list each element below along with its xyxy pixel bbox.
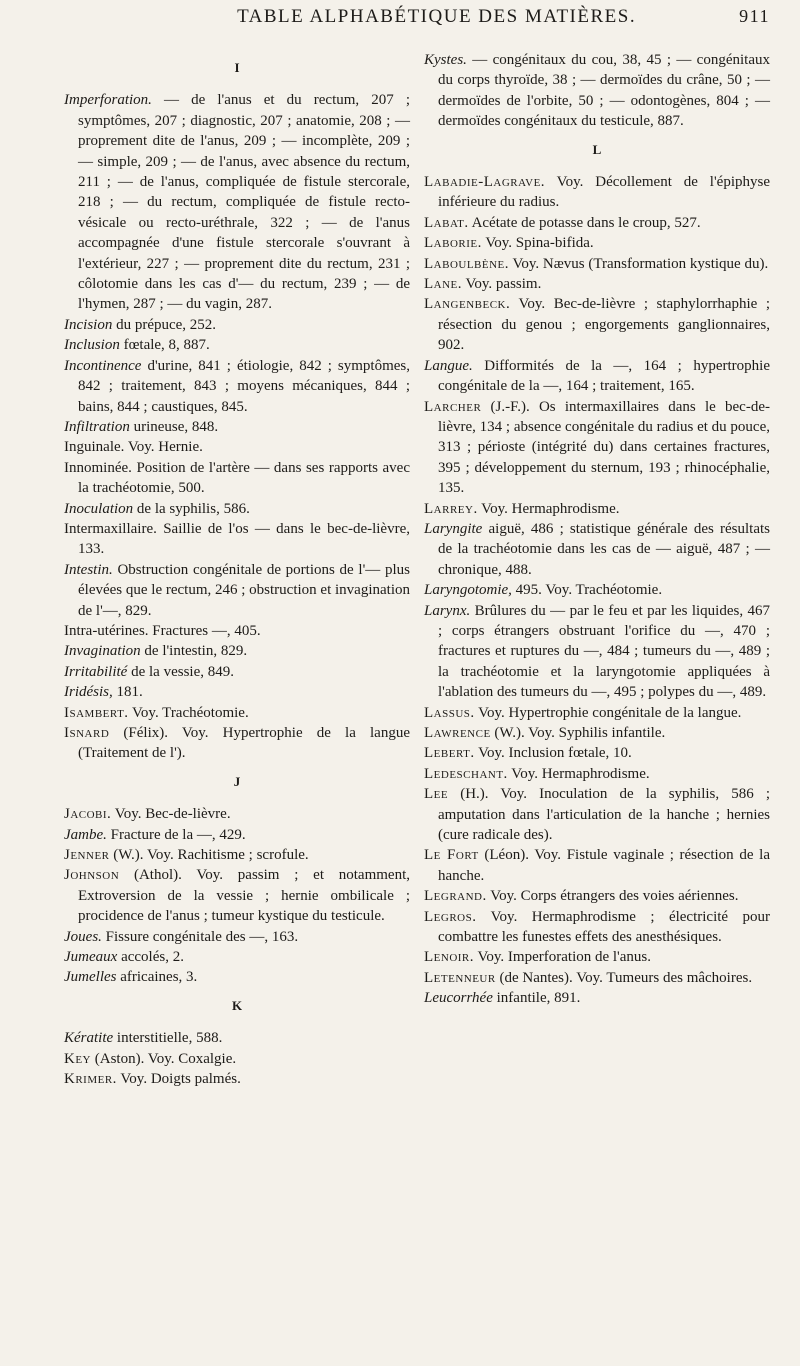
entry-references: (Léon). Voy. Fistule vaginale ; résection de la hanche.	[438, 847, 770, 884]
entry-references: (J.-F.). Os intermaxillaires dans le bec-de-lièvre, 134 ; absence congénitale du radius et du pouce, 313 ; périoste (intégrité du) dans certaines fractures, 395 ; développement du sternum, 193 ; rhinocéphalie, 135.	[438, 398, 770, 497]
entry-references: Difformités de la —, 164 ; hypertrophie congénitale de la —, 164 ; traitement, 165.	[438, 357, 770, 395]
entry-references: Voy. Imperforation de l'anus.	[474, 949, 652, 966]
index-entry	[424, 988, 770, 1008]
index-entry	[424, 519, 770, 580]
index-entry	[424, 703, 770, 723]
entry-headword: Intestin.	[64, 561, 113, 578]
entry-headword: Jumeaux	[64, 949, 118, 966]
entry-headword: Jenner	[64, 847, 110, 864]
entry-headword: Imperforation.	[64, 92, 152, 109]
entry-headword: Joues.	[64, 928, 102, 945]
entry-references: Voy. Hermaphrodisme.	[477, 500, 620, 517]
entry-references: Voy. Bec-de-lièvre ; staphylorrhaphie ; résection du genou ; engorgements ganglionnaires, 902.	[438, 296, 770, 354]
entry-references: Voy. Hypertrophie congénitale de la langue.	[474, 704, 742, 721]
entry-headword: Lawrence	[424, 725, 491, 741]
entry-headword: Incision	[64, 316, 113, 333]
entry-references: Voy. Hernie.	[124, 439, 203, 456]
index-entry	[64, 825, 410, 845]
index-entry	[64, 1028, 410, 1048]
entry-headword: Intermaxillaire.	[64, 520, 157, 537]
entry-references: interstitielle, 588.	[113, 1030, 223, 1047]
index-entry	[424, 274, 770, 294]
section-letter: K	[231, 997, 243, 1013]
entry-references: Brûlures du — par le feu et par les liquides, 467 ; corps étrangers obstruant l'orifice du —, 470 ; fractures et ruptures du —, 484 ; tumeurs du —, 489 ; la trachéotomie et la laryngotomie appliquées à l'ablation des tumeurs du —, 495 ; polypes du —, 489.	[438, 602, 770, 701]
index-entry	[64, 641, 410, 661]
entry-references: (Félix). Voy. Hypertrophie de la langue (Traitement de l').	[78, 725, 410, 762]
index-columns	[64, 50, 770, 1090]
index-entry	[64, 315, 410, 335]
index-entry	[64, 356, 410, 417]
running-title: TABLE ALPHABÉTIQUE DES MATIÈRES.	[237, 6, 637, 27]
entry-references: Saillie de l'os — dans le bec-de-lièvre, 133.	[78, 520, 410, 558]
entry-headword: Langenbeck.	[424, 296, 511, 313]
entry-headword: Kystes.	[424, 52, 467, 68]
entry-headword: Kératite	[64, 1030, 114, 1047]
index-entry	[64, 458, 410, 499]
entry-headword: Irritabilité	[64, 663, 128, 680]
index-entry	[424, 580, 770, 600]
index-entry	[424, 499, 770, 519]
index-entry	[64, 947, 410, 967]
entry-headword: Le Fort	[424, 847, 479, 864]
entry-references: (de Nantes). Voy. Tumeurs des mâchoires.	[495, 969, 753, 986]
entry-references: Voy. Corps étrangers des voies aériennes.	[486, 888, 739, 905]
entry-references: Voy. Spina-bifida.	[481, 235, 594, 252]
entry-references: aiguë, 486 ; statistique générale des résultats de la trachéotomie dans les cas de — aiguë, 487 ; — chronique, 488.	[438, 520, 770, 578]
entry-headword: Lane.	[424, 276, 463, 293]
entry-references: (W.). Voy. Rachitisme ; scrofule.	[109, 847, 309, 864]
index-entry	[64, 967, 410, 987]
index-entry	[64, 1069, 410, 1089]
index-entry	[64, 417, 410, 437]
entry-headword: Laboulbène.	[424, 255, 510, 272]
entry-references: du prépuce, 252.	[112, 316, 217, 333]
left-column	[64, 50, 410, 1090]
entry-headword: Leucorrhée	[424, 990, 493, 1007]
entry-references: Fracture de la —, 429.	[106, 826, 246, 843]
entry-references: Fissure congénitale des —, 163.	[101, 928, 299, 945]
entry-headword: Infiltration	[64, 418, 130, 435]
entry-headword: Laryngotomie,	[424, 582, 512, 599]
entry-references: africaines, 3.	[116, 969, 198, 986]
entry-references: (Aston). Voy. Coxalgie.	[91, 1050, 237, 1067]
section-letter: I	[234, 60, 240, 75]
entry-references: de la vessie, 849.	[127, 663, 234, 680]
entry-headword: Incontinence	[64, 357, 142, 374]
page-number: 911	[739, 6, 770, 26]
entry-references: Voy. Doigts palmés.	[116, 1071, 241, 1088]
index-entry	[64, 499, 410, 519]
entry-headword: Labat.	[424, 214, 469, 231]
entry-references: de l'intestin, 829.	[140, 643, 248, 660]
entry-headword: Invagination	[64, 643, 141, 660]
entry-references: Voy. Décollement de l'épiphyse inférieure du radius.	[438, 174, 770, 211]
entry-headword: Langue.	[424, 357, 473, 374]
entry-references: Voy. passim.	[462, 276, 542, 293]
entry-references: — congénitaux du cou, 38, 45 ; — congénitaux du corps thyroïde, 38 ; — dermoïdes du crâne, 50 ; — dermoïdes de l'orbite, 50 ; — odontogènes, 804 ; — dermoïdes congénitaux du testicule, 887.	[438, 52, 770, 130]
entry-references: 495. Voy. Trachéotomie.	[511, 582, 663, 599]
index-entry	[64, 519, 410, 560]
entry-headword: Legros.	[424, 908, 477, 925]
index-entry	[64, 90, 410, 314]
entry-headword: Intra-utérines.	[64, 622, 149, 639]
entry-headword: Inclusion	[64, 337, 120, 354]
index-entry	[64, 437, 410, 457]
index-entry	[64, 560, 410, 621]
entry-headword: Larrey.	[424, 500, 478, 517]
entry-headword: Key	[64, 1050, 91, 1067]
entry-headword: Inoculation	[64, 500, 134, 517]
entry-references: Acétate de potasse dans le croup, 527.	[468, 214, 701, 231]
entry-references: 181.	[112, 684, 143, 701]
entry-references: Voy. Hermaphrodisme.	[507, 765, 650, 782]
index-entry	[424, 233, 770, 253]
index-entry	[424, 356, 770, 397]
index-entry	[424, 723, 770, 743]
index-entry	[64, 927, 410, 947]
index-entry	[64, 804, 410, 824]
entry-references: fœtale, 8, 887.	[119, 337, 210, 354]
index-entry	[424, 764, 770, 784]
index-entry	[424, 947, 770, 967]
section-letter: J	[233, 773, 241, 789]
entry-headword: Isambert.	[64, 704, 129, 721]
entry-references: infantile, 891.	[492, 990, 581, 1007]
entry-references: urineuse, 848.	[129, 418, 219, 435]
index-entry	[424, 784, 770, 845]
entry-headword: Lenoir.	[424, 949, 475, 966]
index-entry	[64, 703, 410, 723]
entry-headword: Iridésis,	[64, 684, 113, 701]
index-entry	[64, 865, 410, 926]
entry-references: Voy. Trachéotomie.	[128, 704, 249, 721]
entry-references: Fractures —, 405.	[148, 622, 261, 639]
entry-references: Voy. Bec-de-lièvre.	[111, 806, 231, 823]
index-entry	[424, 886, 770, 906]
right-column	[424, 50, 770, 1090]
entry-headword: Isnard	[64, 725, 110, 741]
entry-references: (H.). Voy. Inoculation de la syphilis, 586 ; amputation dans l'articulation de la hanche ; hernies (cure radicale des).	[438, 786, 770, 844]
index-entry	[424, 397, 770, 499]
index-entry	[424, 968, 770, 988]
entry-headword: Laborie.	[424, 235, 482, 252]
index-entry	[64, 662, 410, 682]
index-entry	[64, 621, 410, 641]
entry-references: Voy. Inclusion fœtale, 10.	[474, 745, 632, 762]
entry-headword: Jacobi.	[64, 806, 112, 823]
entry-headword: Larcher	[424, 398, 482, 415]
index-entry	[424, 907, 770, 948]
entry-references: — de l'anus et du rectum, 207 ; symptômes, 207 ; diagnostic, 207 ; anatomie, 208 ; — proprement dite de l'anus, 209 ; — incomplète, 209 ; — simple, 209 ; — de l'anus, avec absence du rectum, 211 ; — de l'anus, compliquée de fistule stercorale, 218 ; — du rectum, compliquée de fistule recto-vésicale ou recto-uréthrale, 322 ; — de l'anus accompagnée d'une fistule stercorale s'ouvrant à l'extérieur, 227 ; — proprement dite du rectum, 231 ; côlotomie dans les cas d'— du rectum, 239 ; — de l'hymen, 287 ; — du vagin, 287.	[78, 92, 410, 313]
entry-headword: Lebert.	[424, 745, 475, 762]
entry-headword: Laryngite	[424, 520, 483, 537]
entry-headword: Krimer.	[64, 1071, 117, 1088]
entry-references: Voy. Hermaphrodisme ; électricité pour combattre les funestes effets des anesthésiques.	[438, 908, 770, 946]
index-entry	[424, 50, 770, 132]
entry-headword: Labadie-Lagrave.	[424, 174, 546, 191]
entry-references: (W.). Voy. Syphilis infantile.	[490, 725, 666, 741]
index-entry	[424, 294, 770, 355]
entry-headword: Johnson	[64, 867, 120, 884]
entry-references: d'urine, 841 ; étiologie, 842 ; symptômes, 842 ; traitement, 843 ; moyens mécaniques, 844 ; bains, 844 ; caustiques, 845.	[78, 357, 410, 415]
entry-headword: Inguinale.	[64, 439, 125, 456]
entry-references: (Athol). Voy. passim ; et notamment, Extroversion de la vessie ; hernie ombilicale ; procidence de l'anus ; tumeur kystique du testicule.	[78, 867, 410, 925]
index-entry	[64, 335, 410, 355]
entry-headword: Ledeschant.	[424, 765, 508, 782]
index-entry	[424, 213, 770, 233]
entry-headword: Larynx.	[424, 602, 471, 619]
index-entry	[424, 845, 770, 886]
entry-headword: Lee	[424, 786, 449, 803]
entry-headword: Jumelles	[64, 969, 117, 986]
entry-references: Voy. Nævus (Transformation kystique du).	[509, 255, 769, 272]
entry-headword: Lassus.	[424, 704, 475, 721]
index-entry	[64, 845, 410, 865]
index-entry	[64, 1049, 410, 1069]
index-entry	[424, 254, 770, 274]
entry-references: accolés, 2.	[117, 949, 184, 966]
index-entry	[64, 723, 410, 764]
index-entry	[424, 172, 770, 213]
entry-headword: Legrand.	[424, 888, 487, 905]
running-head	[64, 6, 770, 40]
section-letter: L	[592, 141, 602, 157]
entry-headword: Jambe.	[64, 826, 107, 843]
index-entry	[64, 682, 410, 702]
entry-headword: Letenneur	[424, 969, 496, 986]
entry-references: de la syphilis, 586.	[133, 500, 250, 517]
entry-references: Obstruction congénitale de portions de l'— plus élevées que le rectum, 246 ; obstruction et invagination de l'—, 829.	[78, 561, 410, 619]
index-entry	[424, 743, 770, 763]
index-entry	[424, 601, 770, 703]
entry-references: Position de l'artère — dans ses rapports avec la trachéotomie, 500.	[78, 459, 410, 497]
entry-headword: Innominée.	[64, 459, 132, 476]
